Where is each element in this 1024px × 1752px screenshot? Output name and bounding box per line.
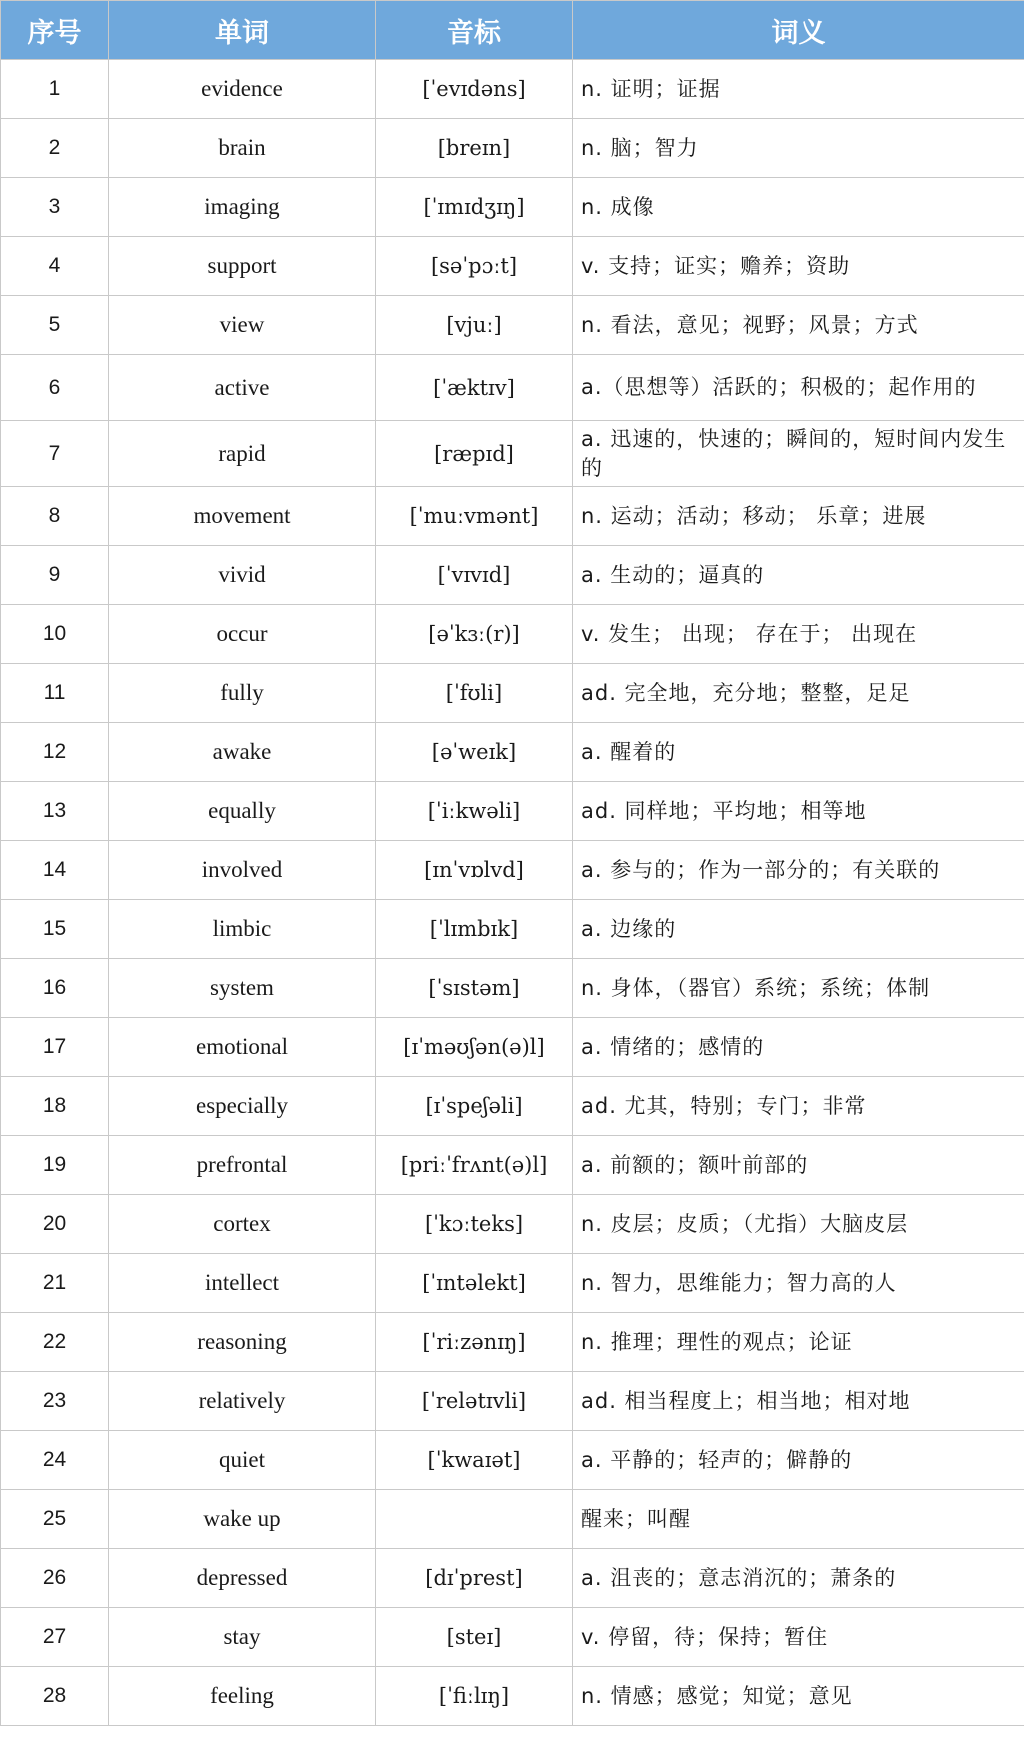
row-word: depressed — [109, 1549, 376, 1608]
header-word: 单词 — [109, 1, 376, 60]
row-word: movement — [109, 487, 376, 546]
row-word: equally — [109, 782, 376, 841]
row-word: vivid — [109, 546, 376, 605]
row-word: feeling — [109, 1667, 376, 1726]
row-phonetic: [ˈkɔːteks] — [376, 1195, 573, 1254]
row-meaning: v. 支持；证实；赡养；资助 — [573, 237, 1024, 296]
table-row — [1, 546, 1024, 605]
table-row — [1, 605, 1024, 664]
row-meaning: ad. 相当程度上；相当地；相对地 — [573, 1372, 1024, 1431]
row-meaning: n. 运动；活动；移动； 乐章；进展 — [573, 487, 1024, 546]
row-word: brain — [109, 119, 376, 178]
row-index: 6 — [1, 355, 109, 421]
row-meaning: 醒来；叫醒 — [573, 1490, 1024, 1549]
row-word: especially — [109, 1077, 376, 1136]
row-phonetic: [ˈsɪstəm] — [376, 959, 573, 1018]
row-meaning: ad. 同样地；平均地；相等地 — [573, 782, 1024, 841]
row-index: 16 — [1, 959, 109, 1018]
row-word: limbic — [109, 900, 376, 959]
table-row — [1, 178, 1024, 237]
row-word: support — [109, 237, 376, 296]
row-word: relatively — [109, 1372, 376, 1431]
row-meaning: n. 看法，意见；视野；风景；方式 — [573, 296, 1024, 355]
row-word: cortex — [109, 1195, 376, 1254]
row-word: active — [109, 355, 376, 421]
row-meaning: n. 皮层；皮质；（尤指）大脑皮层 — [573, 1195, 1024, 1254]
table-row — [1, 723, 1024, 782]
row-meaning: ad. 完全地，充分地；整整，足足 — [573, 664, 1024, 723]
row-meaning: n. 智力，思维能力；智力高的人 — [573, 1254, 1024, 1313]
table-row — [1, 900, 1024, 959]
row-index: 18 — [1, 1077, 109, 1136]
row-index: 23 — [1, 1372, 109, 1431]
row-word: occur — [109, 605, 376, 664]
row-phonetic: [ˈlɪmbɪk] — [376, 900, 573, 959]
table-row — [1, 1549, 1024, 1608]
row-phonetic: [əˈweɪk] — [376, 723, 573, 782]
row-meaning: ad. 尤其，特别；专门；非常 — [573, 1077, 1024, 1136]
row-word: rapid — [109, 421, 376, 487]
header-row — [1, 1, 1024, 60]
row-index: 26 — [1, 1549, 109, 1608]
row-index: 9 — [1, 546, 109, 605]
table-row — [1, 1608, 1024, 1667]
row-index: 14 — [1, 841, 109, 900]
row-meaning: a. 迅速的，快速的；瞬间的，短时间内发生的 — [573, 421, 1024, 487]
row-phonetic: [vjuː] — [376, 296, 573, 355]
row-meaning: n. 证明；证据 — [573, 60, 1024, 119]
row-index: 17 — [1, 1018, 109, 1077]
row-phonetic: [ɪˈməʊʃən(ə)l] — [376, 1018, 573, 1077]
row-phonetic: [ɪˈspeʃəli] — [376, 1077, 573, 1136]
row-index: 12 — [1, 723, 109, 782]
row-phonetic: [dɪˈprest] — [376, 1549, 573, 1608]
row-index: 25 — [1, 1490, 109, 1549]
row-meaning: a. 边缘的 — [573, 900, 1024, 959]
row-phonetic: [ˈfiːlɪŋ] — [376, 1667, 573, 1726]
row-index: 1 — [1, 60, 109, 119]
row-word: intellect — [109, 1254, 376, 1313]
row-word: reasoning — [109, 1313, 376, 1372]
row-word: fully — [109, 664, 376, 723]
row-index: 7 — [1, 421, 109, 487]
table-row — [1, 237, 1024, 296]
row-index: 21 — [1, 1254, 109, 1313]
row-meaning: n. 脑；智力 — [573, 119, 1024, 178]
row-word: involved — [109, 841, 376, 900]
table-row — [1, 1254, 1024, 1313]
row-phonetic: [ˈvɪvɪd] — [376, 546, 573, 605]
row-phonetic: [ˈkwaɪət] — [376, 1431, 573, 1490]
row-meaning: a. 醒着的 — [573, 723, 1024, 782]
row-meaning: a. 平静的；轻声的；僻静的 — [573, 1431, 1024, 1490]
row-index: 28 — [1, 1667, 109, 1726]
row-index: 24 — [1, 1431, 109, 1490]
row-meaning: n. 推理；理性的观点；论证 — [573, 1313, 1024, 1372]
row-phonetic: [ɪnˈvɒlvd] — [376, 841, 573, 900]
table-row — [1, 1018, 1024, 1077]
table-row — [1, 782, 1024, 841]
row-phonetic: [ˈmuːvmənt] — [376, 487, 573, 546]
row-index: 15 — [1, 900, 109, 959]
header-phonetic: 音标 — [376, 1, 573, 60]
table-row — [1, 1195, 1024, 1254]
table-row — [1, 1077, 1024, 1136]
row-meaning: a. 前额的；额叶前部的 — [573, 1136, 1024, 1195]
row-word: system — [109, 959, 376, 1018]
row-phonetic: [steɪ] — [376, 1608, 573, 1667]
row-word: stay — [109, 1608, 376, 1667]
row-word: imaging — [109, 178, 376, 237]
row-index: 3 — [1, 178, 109, 237]
row-phonetic: [ˈevɪdəns] — [376, 60, 573, 119]
row-meaning: a. 生动的；逼真的 — [573, 546, 1024, 605]
row-word: view — [109, 296, 376, 355]
row-index: 5 — [1, 296, 109, 355]
row-meaning: a.（思想等）活跃的；积极的；起作用的 — [573, 355, 1024, 421]
row-index: 8 — [1, 487, 109, 546]
table-row — [1, 355, 1024, 421]
row-index: 11 — [1, 664, 109, 723]
table-row — [1, 487, 1024, 546]
row-word: wake up — [109, 1490, 376, 1549]
row-phonetic: [ˈriːzənɪŋ] — [376, 1313, 573, 1372]
row-meaning: n. 情感；感觉；知觉；意见 — [573, 1667, 1024, 1726]
table-row — [1, 1372, 1024, 1431]
table-body — [1, 60, 1024, 1726]
row-phonetic: [ˈæktɪv] — [376, 355, 573, 421]
table-row — [1, 1490, 1024, 1549]
row-phonetic: [ˈfʊli] — [376, 664, 573, 723]
row-phonetic — [376, 1490, 573, 1549]
row-meaning: n. 身体，（器官）系统；系统；体制 — [573, 959, 1024, 1018]
row-phonetic: [ˈiːkwəli] — [376, 782, 573, 841]
row-index: 10 — [1, 605, 109, 664]
row-index: 20 — [1, 1195, 109, 1254]
row-meaning: v. 发生； 出现； 存在于； 出现在 — [573, 605, 1024, 664]
table-row — [1, 60, 1024, 119]
row-phonetic: [priːˈfrʌnt(ə)l] — [376, 1136, 573, 1195]
table-row — [1, 959, 1024, 1018]
row-meaning: v. 停留，待；保持；暂住 — [573, 1608, 1024, 1667]
row-word: evidence — [109, 60, 376, 119]
row-meaning: a. 参与的；作为一部分的；有关联的 — [573, 841, 1024, 900]
row-index: 22 — [1, 1313, 109, 1372]
row-phonetic: [ˈɪmɪdʒɪŋ] — [376, 178, 573, 237]
table-row — [1, 1313, 1024, 1372]
row-word: quiet — [109, 1431, 376, 1490]
table-row — [1, 1667, 1024, 1726]
row-index: 4 — [1, 237, 109, 296]
row-word: awake — [109, 723, 376, 782]
header-index: 序号 — [1, 1, 109, 60]
row-index: 13 — [1, 782, 109, 841]
row-meaning: n. 成像 — [573, 178, 1024, 237]
row-index: 27 — [1, 1608, 109, 1667]
row-word: prefrontal — [109, 1136, 376, 1195]
table-row — [1, 1431, 1024, 1490]
table-row — [1, 296, 1024, 355]
row-phonetic: [ræpɪd] — [376, 421, 573, 487]
row-index: 19 — [1, 1136, 109, 1195]
header-meaning: 词义 — [573, 1, 1024, 60]
table-row — [1, 664, 1024, 723]
row-phonetic: [əˈkɜː(r)] — [376, 605, 573, 664]
row-phonetic: [breɪn] — [376, 119, 573, 178]
row-phonetic: [ˈrelətɪvli] — [376, 1372, 573, 1431]
row-phonetic: [səˈpɔːt] — [376, 237, 573, 296]
table-row — [1, 841, 1024, 900]
row-meaning: a. 沮丧的；意志消沉的；萧条的 — [573, 1549, 1024, 1608]
table-row — [1, 421, 1024, 487]
table-row — [1, 119, 1024, 178]
table-row — [1, 1136, 1024, 1195]
row-meaning: a. 情绪的；感情的 — [573, 1018, 1024, 1077]
row-word: emotional — [109, 1018, 376, 1077]
row-index: 2 — [1, 119, 109, 178]
row-phonetic: [ˈɪntəlekt] — [376, 1254, 573, 1313]
